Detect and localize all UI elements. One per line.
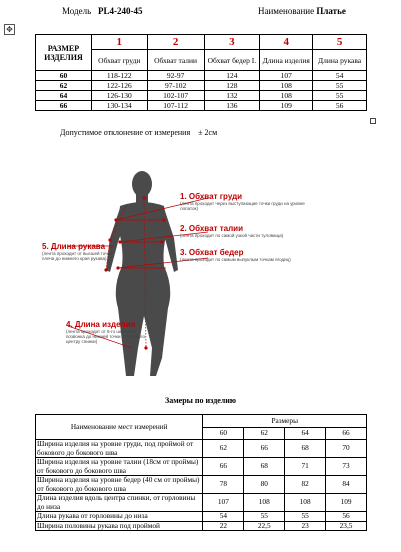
col-number: 2 <box>147 35 204 50</box>
table-row <box>36 440 367 458</box>
cell: 55 <box>313 81 367 91</box>
cell: 73 <box>326 458 367 476</box>
size-table <box>35 34 367 111</box>
cell: 54 <box>203 512 244 522</box>
model-value: PL4-240-45 <box>97 6 143 16</box>
row-size: 64 <box>36 91 92 101</box>
cell: 107-112 <box>147 101 204 111</box>
table-row <box>36 71 367 81</box>
size-col: 60 <box>203 427 244 440</box>
col-label: Обхват груди <box>91 50 147 71</box>
cell: 108 <box>260 81 313 91</box>
cell: 130-134 <box>91 101 147 111</box>
cell: 108 <box>285 494 326 512</box>
label-waist: 2. Обхват талии (лента проходит по самой узкой части туловища) <box>180 224 284 238</box>
cell: 22 <box>203 521 244 531</box>
cell: 23,5 <box>326 521 367 531</box>
name-label: Наименование <box>258 6 315 16</box>
cell: 92-97 <box>147 71 204 81</box>
cell: 23 <box>285 521 326 531</box>
col-label: Длина изделия <box>260 50 313 71</box>
cell: 62 <box>203 440 244 458</box>
table-row <box>36 521 367 531</box>
label-hips: 3. Обхват бедер (лента проходит по самым выпуклым точкам ягодиц) <box>180 248 291 262</box>
size-table-number-row <box>36 35 367 50</box>
tolerance-value: ± 2см <box>198 128 218 137</box>
measure-table-title: Замеры по изделию <box>164 396 236 405</box>
cell: 126-130 <box>91 91 147 101</box>
label-length: 4. Длина изделия (лента проходит от 6-го шейного позвонка до нижней точки изделия по центру спинки) <box>66 320 145 344</box>
cell: 56 <box>326 512 367 522</box>
cell: 78 <box>203 476 244 494</box>
cell: 124 <box>204 71 260 81</box>
table-resize-handle-icon[interactable] <box>370 118 376 124</box>
cell: 55 <box>244 512 285 522</box>
col-label: Длина рукава <box>313 50 367 71</box>
cell: 22,5 <box>244 521 285 531</box>
size-col: 62 <box>244 427 285 440</box>
name-header: Наименование мест измерений <box>36 415 203 440</box>
cell: 97-102 <box>147 81 204 91</box>
row-size: 60 <box>36 71 92 81</box>
cell: 107 <box>203 494 244 512</box>
model-label: Модель <box>62 6 92 16</box>
cell: 66 <box>203 458 244 476</box>
label-chest: 1. Обхват груди (лента проходит через выступающие точки груди на уровне лопаток) <box>180 192 305 211</box>
table-move-handle-icon[interactable]: ✥ <box>4 24 15 35</box>
cell: 108 <box>244 494 285 512</box>
cell: 71 <box>285 458 326 476</box>
col-number: 5 <box>313 35 367 50</box>
cell: 56 <box>313 101 367 111</box>
cell: 118-122 <box>91 71 147 81</box>
cell: 109 <box>326 494 367 512</box>
cell: 66 <box>244 440 285 458</box>
table-row <box>36 81 367 91</box>
tolerance-text: Допустимое отклонение от измерения <box>60 128 191 137</box>
cell: 55 <box>285 512 326 522</box>
col-number: 3 <box>204 35 260 50</box>
cell: 107 <box>260 71 313 81</box>
row-label: Длина рукава от горловины до низа <box>36 512 203 522</box>
name-value: Платье <box>316 6 346 16</box>
row-label: Ширина изделия на уровне талии (18см от проймы) от бокового до бокового шва <box>36 458 203 476</box>
size-col: 66 <box>326 427 367 440</box>
cell: 128 <box>204 81 260 91</box>
col-number: 1 <box>91 35 147 50</box>
model-line <box>62 6 142 16</box>
table-row <box>36 494 367 512</box>
cell: 68 <box>285 440 326 458</box>
table-row <box>36 91 367 101</box>
label-sleeve: 5. Длина рукава (лента проходит от высшей точки плеча до нижнего края рукава) <box>42 242 113 261</box>
cell: 84 <box>326 476 367 494</box>
cell: 80 <box>244 476 285 494</box>
cell: 108 <box>260 91 313 101</box>
cell: 55 <box>313 91 367 101</box>
measurement-diagram <box>28 148 368 380</box>
row-size: 62 <box>36 81 92 91</box>
body-silhouette <box>106 171 178 376</box>
col-label: Обхват талии <box>147 50 204 71</box>
name-line <box>258 6 346 16</box>
row-label: Ширина изделия на уровне груди, под проймой от бокового до бокового шва <box>36 440 203 458</box>
col-label: Обхват бедер I. <box>204 50 260 71</box>
figure-svg <box>28 148 368 380</box>
cell: 122-126 <box>91 81 147 91</box>
tolerance-note <box>60 128 217 137</box>
row-label: Ширина изделия на уровне бедер (40 см от проймы) от бокового до бокового шва <box>36 476 203 494</box>
sizes-header: Размеры <box>203 415 367 428</box>
row-label: Ширина половины рукава под проймой <box>36 521 203 531</box>
size-col: 64 <box>285 427 326 440</box>
size-header: РАЗМЕР ИЗДЕЛИЯ <box>36 35 92 71</box>
cell: 136 <box>204 101 260 111</box>
cell: 54 <box>313 71 367 81</box>
table-row <box>36 512 367 522</box>
cell: 68 <box>244 458 285 476</box>
cell: 82 <box>285 476 326 494</box>
cell: 102-107 <box>147 91 204 101</box>
cell: 70 <box>326 440 367 458</box>
row-label: Длина изделия вдоль центра спинки, от горловины до низа <box>36 494 203 512</box>
table-row <box>36 101 367 111</box>
cell: 109 <box>260 101 313 111</box>
col-number: 4 <box>260 35 313 50</box>
table-row <box>36 458 367 476</box>
measure-header-row <box>36 415 367 428</box>
table-row <box>36 476 367 494</box>
cell: 132 <box>204 91 260 101</box>
measure-table <box>35 414 367 531</box>
row-size: 66 <box>36 101 92 111</box>
